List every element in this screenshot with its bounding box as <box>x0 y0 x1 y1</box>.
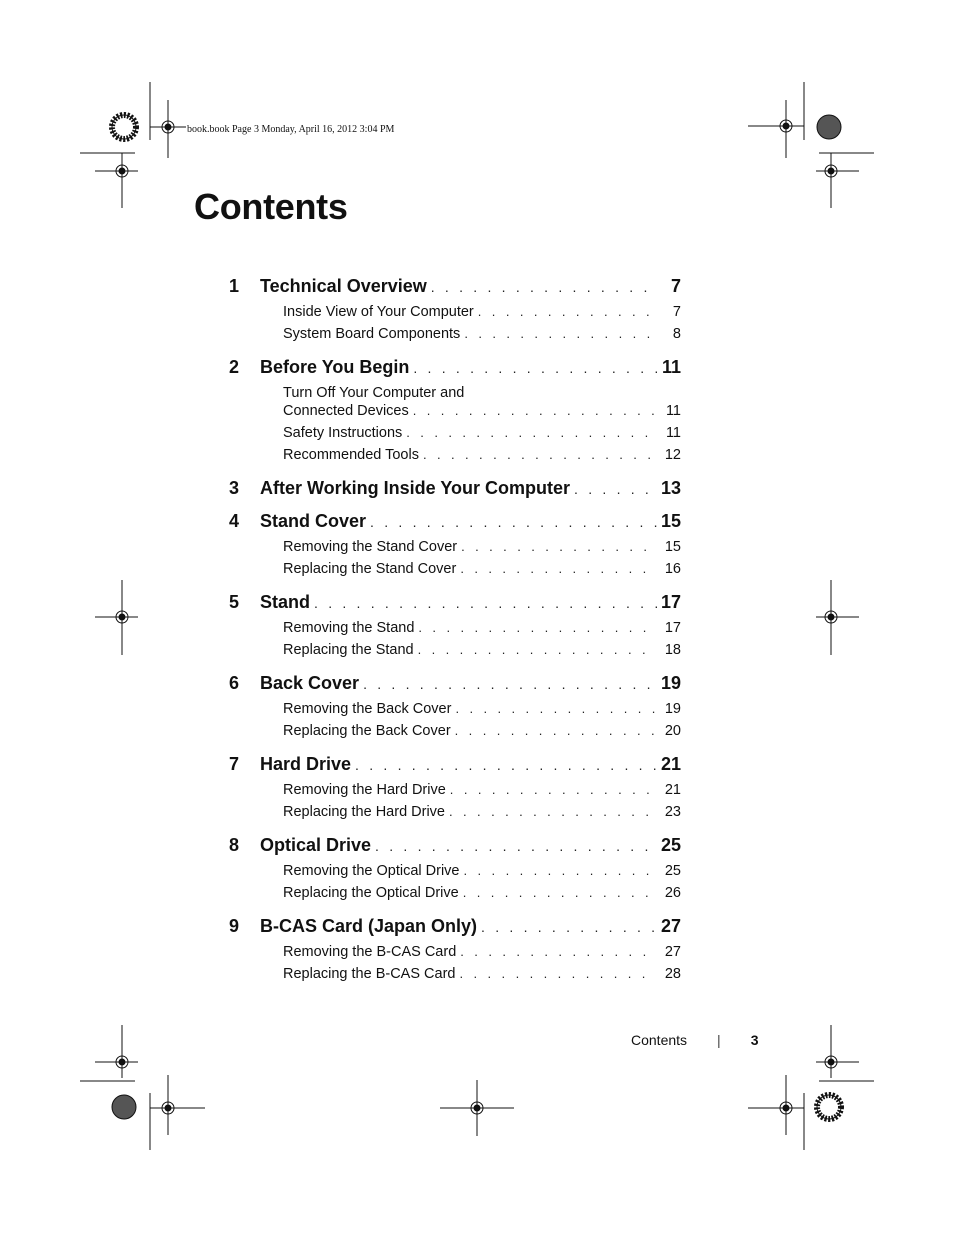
chapter-title: Technical Overview <box>260 276 427 296</box>
dot-leader <box>460 561 655 576</box>
section-line <box>283 944 681 960</box>
toc-chapter-block <box>229 673 681 745</box>
toc-section-entry[interactable] <box>283 701 681 723</box>
crop-mark-icon <box>440 1080 514 1136</box>
dot-leader <box>370 514 657 530</box>
section-page-number: 28 <box>664 966 681 982</box>
toc-section-list <box>283 944 681 988</box>
section-page-number: 11 <box>665 403 681 419</box>
chapter-number: 6 <box>229 673 240 693</box>
crop-mark-icon <box>80 1025 205 1150</box>
chapter-title: B-CAS Card (Japan Only) <box>260 916 478 936</box>
section-title: Removing the Optical Drive <box>283 863 460 879</box>
section-title: Inside View of Your Computer <box>283 304 474 320</box>
section-title: Replacing the Optical Drive <box>283 885 459 901</box>
section-title: Replacing the Hard Drive <box>283 804 445 820</box>
section-page-number: 25 <box>664 863 681 879</box>
crop-mark-icon <box>95 580 138 655</box>
toc-section-list <box>283 782 681 826</box>
chapter-number: 4 <box>229 511 240 531</box>
section-page-number: 15 <box>664 539 681 555</box>
dot-leader <box>355 757 657 773</box>
toc-section-list <box>283 701 681 745</box>
dot-leader <box>413 360 657 376</box>
section-page-number: 17 <box>664 620 681 636</box>
toc-section-entry[interactable] <box>283 539 681 561</box>
dot-leader <box>478 304 655 319</box>
section-line <box>283 326 681 342</box>
chapter-page-number: 25 <box>660 835 681 855</box>
toc-chapter-block <box>229 835 681 907</box>
section-title: Removing the Hard Drive <box>283 782 446 798</box>
dot-leader <box>418 642 655 657</box>
chapter-page-number: 17 <box>660 592 681 612</box>
chapter-line <box>260 835 681 856</box>
section-title: Removing the Back Cover <box>283 701 452 717</box>
dot-leader <box>463 885 655 900</box>
chapter-title: Hard Drive <box>260 754 352 774</box>
chapter-page-number: 15 <box>660 511 681 531</box>
chapter-page-number: 19 <box>660 673 681 693</box>
crop-mark-icon <box>748 82 874 208</box>
section-line <box>283 723 681 739</box>
chapter-title: Optical Drive <box>260 835 372 855</box>
section-line <box>283 642 681 658</box>
section-title: Safety Instructions <box>283 425 403 441</box>
chapter-page-number: 13 <box>660 478 681 498</box>
toc-section-entry[interactable] <box>283 326 681 348</box>
toc-chapter-block <box>229 916 681 988</box>
section-line <box>283 620 681 636</box>
toc-chapter-block <box>229 592 681 664</box>
toc-chapter-entry[interactable] <box>229 511 681 535</box>
toc-chapter-block <box>229 357 681 469</box>
toc-section-list <box>283 304 681 348</box>
section-page-number: 20 <box>664 723 681 739</box>
page-title: Contents <box>194 186 348 227</box>
crop-mark-icon <box>748 1025 874 1150</box>
section-line <box>283 425 681 441</box>
toc-chapter-entry[interactable] <box>229 478 681 502</box>
toc-chapter-entry[interactable] <box>229 835 681 859</box>
chapter-line <box>260 673 681 694</box>
dot-leader <box>418 620 655 635</box>
table-of-contents <box>229 276 681 988</box>
chapter-line <box>260 478 681 499</box>
chapter-page-number: 11 <box>661 357 681 377</box>
toc-section-list <box>283 539 681 583</box>
toc-section-entry[interactable] <box>283 385 681 425</box>
section-page-number: 12 <box>664 447 681 463</box>
section-page-number: 27 <box>664 944 681 960</box>
section-page-number: 7 <box>672 304 681 320</box>
section-title: Removing the Stand Cover <box>283 539 458 555</box>
section-page-number: 16 <box>664 561 681 577</box>
section-line <box>283 403 681 419</box>
section-page-number: 23 <box>664 804 681 820</box>
toc-chapter-block <box>229 276 681 348</box>
toc-section-list <box>283 385 681 469</box>
section-title: System Board Components <box>283 326 461 342</box>
toc-section-entry[interactable] <box>283 944 681 966</box>
dot-leader <box>481 919 657 935</box>
toc-chapter-entry[interactable] <box>229 754 681 778</box>
section-title: Replacing the Stand Cover <box>283 561 457 577</box>
dot-leader <box>423 447 655 462</box>
dot-leader <box>431 279 657 295</box>
page-number: 3 <box>750 1032 759 1048</box>
toc-section-entry[interactable] <box>283 804 681 826</box>
chapter-title: After Working Inside Your Computer <box>260 478 571 498</box>
dot-leader <box>455 701 655 716</box>
chapter-line <box>260 276 681 297</box>
dot-leader <box>450 782 655 797</box>
chapter-page-number: 27 <box>660 916 681 936</box>
toc-section-entry[interactable] <box>283 966 681 988</box>
toc-section-entry[interactable] <box>283 863 681 885</box>
footer-separator: | <box>717 1032 721 1048</box>
toc-chapter-block <box>229 511 681 583</box>
section-title: Removing the B-CAS Card <box>283 944 457 960</box>
toc-section-entry[interactable] <box>283 782 681 804</box>
dot-leader <box>464 863 656 878</box>
dot-leader <box>314 595 657 611</box>
chapter-line <box>260 754 681 775</box>
dot-leader <box>459 966 655 981</box>
section-title-line1: Turn Off Your Computer and <box>283 385 465 401</box>
dot-leader <box>375 838 657 854</box>
toc-chapter-block <box>229 754 681 826</box>
dot-leader <box>574 481 657 497</box>
chapter-number: 5 <box>229 592 240 612</box>
dot-leader <box>460 944 655 959</box>
toc-chapter-entry[interactable] <box>229 276 681 300</box>
section-title: Replacing the Stand <box>283 642 414 658</box>
toc-chapter-entry[interactable] <box>229 357 681 381</box>
section-title: Recommended Tools <box>283 447 419 463</box>
chapter-line <box>260 916 681 937</box>
section-line <box>283 863 681 879</box>
chapter-line <box>260 511 681 532</box>
toc-section-entry[interactable] <box>283 642 681 664</box>
section-title: Replacing the Back Cover <box>283 723 451 739</box>
section-page-number: 18 <box>664 642 681 658</box>
section-line <box>283 782 681 798</box>
dot-leader <box>449 804 655 819</box>
toc-section-entry[interactable] <box>283 425 681 447</box>
dot-leader <box>464 326 655 341</box>
section-title: Connected Devices <box>283 403 409 419</box>
dot-leader <box>455 723 655 738</box>
section-title: Replacing the B-CAS Card <box>283 966 456 982</box>
chapter-title: Back Cover <box>260 673 360 693</box>
chapter-number: 7 <box>229 754 240 774</box>
dot-leader <box>406 425 655 440</box>
dot-leader <box>461 539 655 554</box>
toc-chapter-entry[interactable] <box>229 916 681 940</box>
toc-section-entry[interactable] <box>283 885 681 907</box>
section-page-number: 8 <box>672 326 681 342</box>
section-line <box>283 561 681 577</box>
chapter-line <box>260 357 681 378</box>
chapter-number: 1 <box>229 276 240 296</box>
chapter-number: 2 <box>229 357 240 377</box>
toc-section-list <box>283 863 681 907</box>
toc-section-entry[interactable] <box>283 447 681 469</box>
section-line <box>283 804 681 820</box>
section-line <box>283 966 681 982</box>
section-page-number: 21 <box>664 782 681 798</box>
toc-chapter-entry[interactable] <box>229 673 681 697</box>
crop-mark-icon <box>80 82 186 208</box>
section-page-number: 11 <box>665 425 681 441</box>
chapter-number: 8 <box>229 835 240 855</box>
chapter-page-number: 21 <box>660 754 681 774</box>
chapter-title: Before You Begin <box>260 357 410 377</box>
page-footer <box>631 1032 758 1048</box>
dot-leader <box>363 676 657 692</box>
section-line <box>283 304 681 320</box>
chapter-title: Stand Cover <box>260 511 367 531</box>
toc-section-entry[interactable] <box>283 723 681 745</box>
chapter-title: Stand <box>260 592 311 612</box>
toc-chapter-entry[interactable] <box>229 592 681 616</box>
chapter-number: 3 <box>229 478 240 498</box>
section-line <box>283 885 681 901</box>
section-line <box>283 539 681 555</box>
toc-section-entry[interactable] <box>283 304 681 326</box>
section-line <box>283 447 681 463</box>
toc-section-entry[interactable] <box>283 620 681 642</box>
chapter-line <box>260 592 681 613</box>
section-line <box>283 701 681 717</box>
toc-section-list <box>283 620 681 664</box>
footer-label: Contents <box>631 1032 688 1048</box>
crop-mark-icon <box>816 580 859 655</box>
section-page-number: 19 <box>664 701 681 717</box>
dot-leader <box>413 403 655 418</box>
print-header-stamp: book.book Page 3 Monday, April 16, 2012 3:04 PM <box>187 124 395 135</box>
toc-chapter-block <box>229 478 681 502</box>
section-title: Removing the Stand <box>283 620 415 636</box>
chapter-number: 9 <box>229 916 240 936</box>
section-page-number: 26 <box>664 885 681 901</box>
chapter-page-number: 7 <box>670 276 681 296</box>
toc-section-entry[interactable] <box>283 561 681 583</box>
